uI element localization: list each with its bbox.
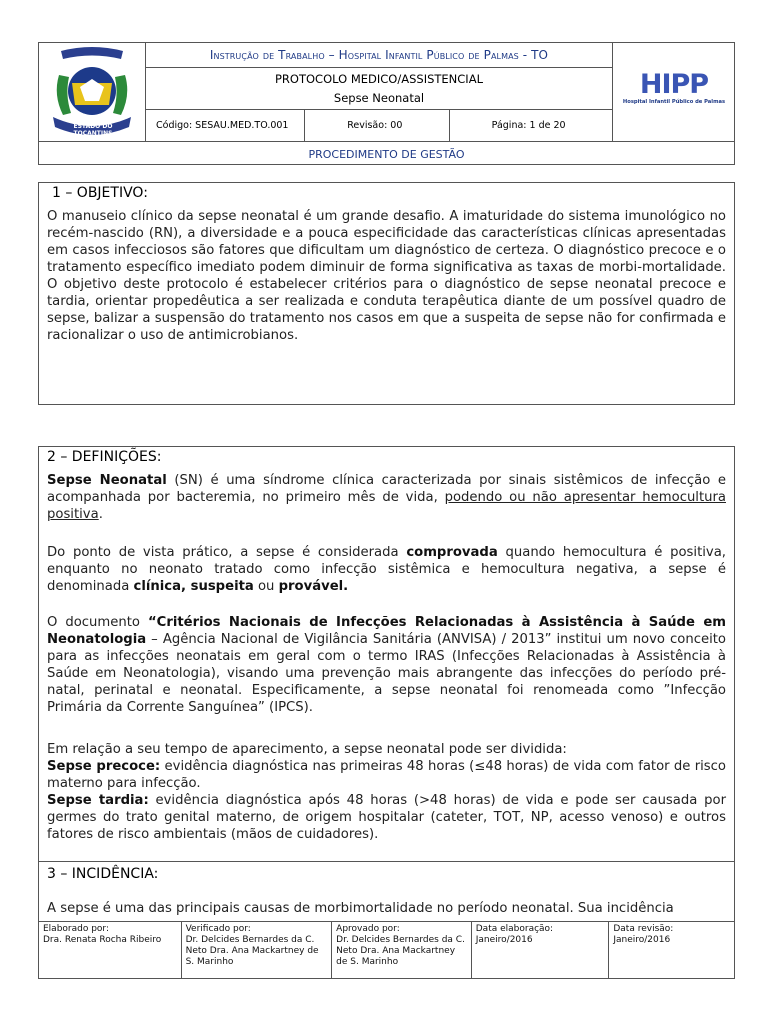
state-logo [39, 43, 146, 141]
footer-date-elaboration: Data elaboração: Janeiro/2016 [472, 922, 610, 978]
protocol-block [146, 68, 612, 110]
definition-paragraph: Do ponto de vista prático, a sepse é considerada comprovada quando hemocultura é positiva, enquanto no neonato tratado como infecção sistêmica e hemocultura negativa, a sepse é denominada clínica, suspeita ou provável. [47, 545, 726, 594]
footer-date-revision: Data revisão: Janeiro/2016 [613, 924, 674, 945]
document-meta-row [146, 110, 612, 141]
definition-paragraph: Em relação a seu tempo de aparecimento, a sepse neonatal pode ser dividida: Sepse precoce: evidência diagnóstica nas primeiras 48 horas (≤48 horas) de vida com fator de risco materno para infecção. Sepse tardia: evidência diagnóstica após 48 horas (>48 horas) de vida e pode ser causada por germes do trato genital materno, de origem hospitalar (cateter, TOT, NP, acesso venoso) e outros fatores de risco ambientais (mãos de cuidadores). [47, 742, 726, 842]
section-title: 2 – DEFINIÇÕES: [47, 449, 162, 465]
footer-approved: Aprovado por: Dr. Delcides Bernardes da C. Neto Dra. Ana Mackartney de S. Marinho [332, 922, 472, 978]
document-header [38, 42, 735, 165]
section-title: 1 – OBJETIVO: [52, 185, 148, 201]
term: Sepse Neonatal [47, 473, 167, 488]
footer-verified: Verificado por: Dr. Delcides Bernardes da C. Neto Dra. Ana Mackartney de S. Marinho [182, 922, 333, 978]
document-page: Página: 1 de 20 [491, 120, 566, 131]
incidence-text: A sepse é uma das principais causas de morbimortalidade no período neonatal. Sua incidência [47, 901, 674, 916]
hospital-logo-text: HIPP [639, 69, 709, 100]
document-code: Código: SESAU.MED.TO.001 [146, 110, 305, 141]
section-title: 3 – INCIDÊNCIA: [47, 866, 159, 882]
hospital-logo [612, 43, 734, 141]
procedure-label: PROCEDIMENTO DE GESTÃO [39, 141, 734, 166]
footer-elaborated: Elaborado por: Dra. Renata Rocha Ribeiro [39, 922, 182, 978]
document-revision: Revisão: 00 [305, 110, 449, 141]
hospital-logo-caption: Hospital Infantil Público de Palmas [622, 99, 726, 105]
definition-paragraph: Sepse Neonatal (SN) é uma síndrome clínica caracterizada por sinais sistêmicos de infecção e acompanhada por bacteremia, no primeiro mês de vida, podendo ou não apresentar hemocultura positiva. [47, 473, 726, 522]
document-footer [38, 921, 735, 979]
definition-paragraph: O documento “Critérios Nacionais de Infecções Relacionadas à Assistência à Saúde em Neonatologia – Agência Nacional de Vigilância Sanitária (ANVISA) / 2013” institui um novo conceito para as infecções neonatais em geral com o termo IRAS (Infecções Relacionadas à Assistência à Saúde em Neonatologia), visando uma prevenção mais abrangente das infecções do período pré-natal, perinatal e neonatal. Especificamente, a sepse neonatal foi renomeada como ”Infecção Primária da Corrente Sanguínea” (IPCS). [47, 615, 727, 715]
protocol-title: PROTOCOLO MEDICO/ASSISTENCIAL [275, 72, 483, 86]
institution-title: Instrução de Trabalho – Hospital Infantil Público de Palmas - TO [146, 43, 612, 68]
state-logo-banner: ESTADO DO TOCANTINS [73, 123, 113, 137]
section-objective [38, 182, 735, 405]
objective-text: O manuseio clínico da sepse neonatal é um grande desafio. A imaturidade do sistema imunológico no recém-nascido (RN), a diversidade e a pouca especificidade das características clínicas apresentadas em casos infecciosos são fatores que dificultam um diagnóstico de certeza. O diagnóstico precoce e o tratamento específico imediato podem diminuir de forma significativa as taxas de morbi-mortalidade. O objetivo deste protocolo é estabelecer critérios para o diagnóstico de sepse neonatal precoce e tardia, orientar propedêutica a ser realizada e conduta terapêutica diante de um possível quadro de sepse, balizar a suspensão do tratamento nos casos em que a suspeita de sepse não for confirmada e racionalizar o uso de antimicrobianos. [47, 209, 726, 343]
section-definitions [38, 446, 735, 861]
protocol-subject: Sepse Neonatal [333, 91, 425, 105]
section-incidence [38, 861, 735, 921]
